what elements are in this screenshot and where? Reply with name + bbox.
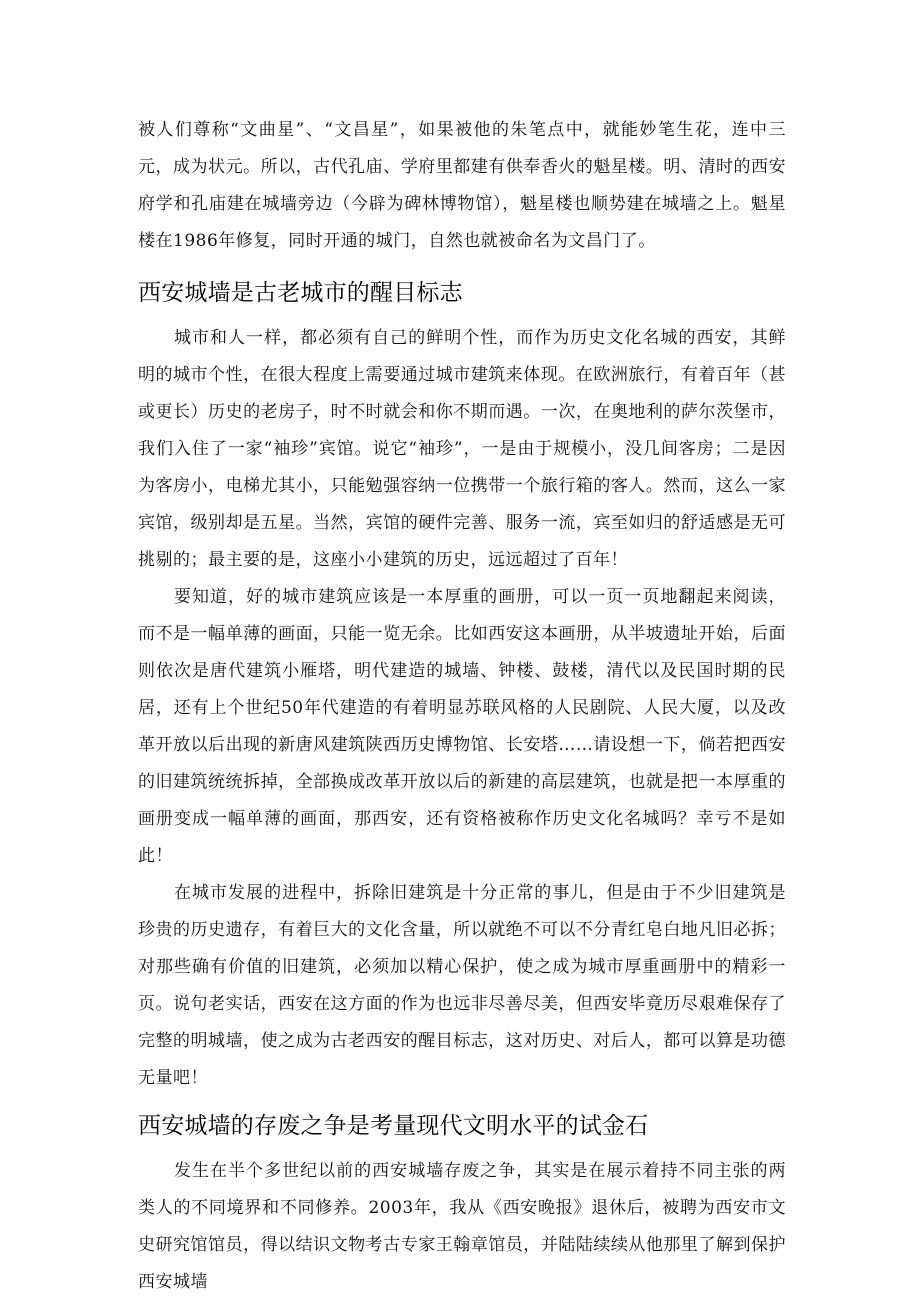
paragraph-city-personality: 城市和人一样，都必须有自己的鲜明个性，而作为历史文化名城的西安，其鲜明的城市个性，在很大程度上需要通过城市建筑来体现。在欧洲旅行，有着百年（甚或更长）历史的老房子，时不时就会和你不期而遇。一次，在奥地利的萨尔茨堡市，我们入住了一家“袖珍”宾馆。说它“袖珍”，一是由于规模小，没几间客房；二是因为客房小，电梯尤其小，只能勉强容纳一位携带一个旅行箱的客人。然而，这么一家宾馆，级别却是五星。当然，宾馆的硬件完善、服务一流，宾至如归的舒适感是无可挑剔的；最主要的是，这座小小建筑的历史，远远超过了百年！ bbox=[138, 328, 786, 570]
section-heading-wall-debate: 西安城墙的存废之争是考量现代文明水平的试金石 bbox=[138, 1113, 649, 1139]
paragraph-continued: 被人们尊称“文曲星”、“文昌星”，如果被他的朱笔点中，就能妙笔生花，连中三元，成为状元。所以，古代孔庙、学府里都建有供奉香火的魁星楼。明、清时的西安府学和孔庙建在城墙旁边（今辟为碑林博物馆），魁星楼也顺势建在城墙之上。魁星楼在1986年修复，同时开通的城门，自然也就被命名为文昌门了。 bbox=[138, 120, 786, 251]
section-heading-city-landmark: 西安城墙是古老城市的醒目标志 bbox=[138, 280, 463, 306]
paragraph-preservation: 在城市发展的进程中，拆除旧建筑是十分正常的事儿，但是由于不少旧建筑是珍贵的历史遗存，有着巨大的文化含量，所以就绝不可以不分青红皂白地凡旧必拆；对那些确有价值的旧建筑，必须加以精心保护，使之成为城市厚重画册中的精彩一页。说句老实话，西安在这方面的作为也远非尽善尽美，但西安毕竟历尽艰难保存了完整的明城墙，使之成为古老西安的醒目标志，这对历史、对后人，都可以算是功德无量吧！ bbox=[138, 883, 786, 1088]
paragraph-city-album: 要知道，好的城市建筑应该是一本厚重的画册，可以一页一页地翻起来阅读，而不是一幅单薄的画面，只能一览无余。比如西安这本画册，从半坡遗址开始，后面则依次是唐代建筑小雁塔，明代建造的城墙、钟楼、鼓楼，清代以及民国时期的民居，还有上个世纪50年代建造的有着明显苏联风格的人民剧院、人民大厦，以及改革开放以后出现的新唐风建筑陕西历史博物馆、长安塔……请设想一下，倘若把西安的旧建筑统统拆掉，全部换成改革开放以后的新建的高层建筑，也就是把一本厚重的画册变成一幅单薄的画面，那西安，还有资格被称作历史文化名城吗？幸亏不是如此！ bbox=[138, 587, 786, 866]
paragraph-wall-debate: 发生在半个多世纪以前的西安城墙存废之争，其实是在展示着持不同主张的两类人的不同境界和不同修养。2003年，我从《西安晚报》退休后，被聘为西安市文史研究馆馆员，得以结识文物考古专家王翰章馆员，并陆陆续续从他那里了解到保护西安城墙 bbox=[138, 1161, 786, 1292]
document-body bbox=[138, 112, 786, 1301]
